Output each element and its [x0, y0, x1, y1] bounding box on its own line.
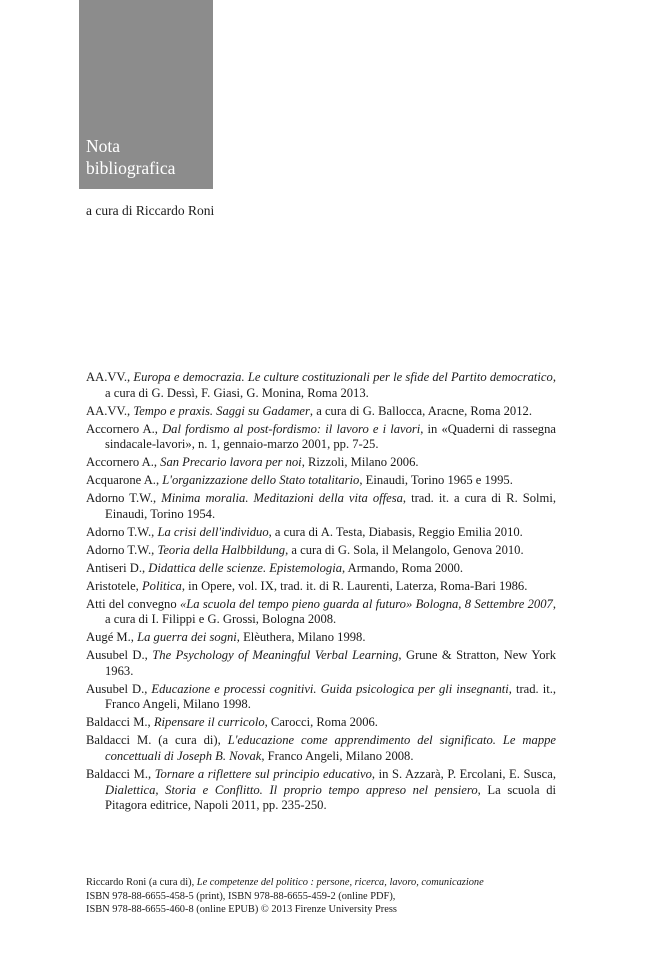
bibliography-entry [86, 404, 556, 420]
entry-author: Aristotele, [86, 578, 142, 593]
entry-details: , in Opere, vol. IX, trad. it. di R. Laurenti, Laterza, Roma-Bari 1986. [181, 578, 528, 593]
bibliography-entry [86, 597, 556, 628]
entry-author: Baldacci M. (a cura di), [86, 733, 228, 748]
entry-title: Europa e democrazia. Le culture costituzionali per le sfide del Partito democratico [133, 370, 553, 384]
entry-details: , Armando, Roma 2000. [342, 560, 464, 575]
entry-title: The Psychology of Meaningful Verbal Learning [152, 648, 399, 663]
entry-details-secondary: , La scuola di Pitagora editrice, Napoli 2011, pp. 235-250. [105, 782, 556, 813]
entry-title: Tornare a riflettere sul principio educativo [154, 766, 372, 781]
entry-author: AA.VV., [86, 370, 134, 384]
entry-author: Adorno T.W., [86, 542, 158, 557]
bibliography-entry [86, 473, 556, 489]
entry-details: , trad. it. a cura di R. Solmi, Einaudi, Torino 1954. [105, 491, 556, 521]
bibliography-entry [86, 767, 556, 814]
entry-title: Dal fordismo al post-fordismo: il lavoro e i lavori [162, 421, 421, 436]
section-title [86, 135, 175, 179]
entry-title-secondary: Dialettica, Storia e Conflitto. Il proprio tempo appreso nel pensiero [105, 782, 478, 797]
bibliography-entry [86, 422, 556, 453]
entry-details: , a cura di G. Ballocca, Aracne, Roma 2012. [309, 403, 532, 418]
entry-author: Ausubel D., [86, 648, 153, 663]
entry-title: San Precario lavora per noi [160, 455, 302, 470]
entry-title: Ripensare il curricolo [153, 715, 265, 730]
bibliography-entry [86, 733, 556, 764]
section-title-box [79, 0, 213, 189]
curator-line: a cura di Riccardo Roni [86, 203, 215, 218]
bibliography-entry [86, 715, 556, 731]
bibliography-entry [86, 630, 556, 646]
entry-author: Antiseri D., [86, 560, 149, 575]
bibliography-entry [86, 579, 556, 595]
footer-citation-line [86, 876, 586, 890]
entry-details: , Rizzoli, Milano 2006. [301, 455, 419, 470]
entry-details: , Franco Angeli, Milano 2008. [261, 748, 414, 763]
entry-details: , a cura di A. Testa, Diabasis, Reggio Emilia 2010. [268, 524, 523, 539]
entry-author: Adorno T.W., [86, 491, 162, 506]
bibliography-entry [86, 543, 556, 559]
copyright-footer [86, 876, 586, 917]
entry-details: , in S. Azzarà, P. Ercolani, E. Susca, [371, 766, 556, 781]
entry-details: , Grune & Stratton, New York 1963. [105, 648, 556, 678]
entry-title: «La scuola del tempo pieno guarda al futuro» Bologna, 8 Settembre 2007 [179, 596, 553, 611]
entry-details: , a cura di I. Filippi e G. Grossi, Bologna 2008. [105, 596, 556, 627]
bibliography-entry [86, 525, 556, 541]
footer-author: Riccardo Roni (a cura di), [86, 877, 197, 888]
entry-details: , a cura di G. Sola, il Melangolo, Genova 2010. [285, 542, 524, 557]
bibliography-list [86, 370, 556, 816]
bibliography-entry [86, 648, 556, 679]
bibliography-entry [86, 370, 556, 401]
entry-title: Didattica delle scienze. Epistemologia [148, 560, 343, 575]
entry-title: La guerra dei sogni [137, 630, 237, 645]
entry-author: AA.VV., [86, 403, 134, 418]
entry-title: Tempo e praxis. Saggi su Gadamer [133, 403, 310, 418]
bibliography-entry [86, 682, 556, 713]
entry-details: , trad. it., Franco Angeli, Milano 1998. [105, 681, 556, 712]
entry-details: , in «Quaderni di rassegna sindacale-lavori», n. 1, gennaio-marzo 2001, pp. 7-25. [105, 421, 556, 452]
section-title-line-2: bibliografica [86, 158, 176, 178]
entry-author: Ausubel D., [86, 681, 152, 696]
entry-title: Minima moralia. Meditazioni della vita offesa [161, 491, 403, 506]
entry-title: Politica [141, 578, 182, 593]
entry-author: Baldacci M., [86, 766, 155, 781]
entry-details: , Einaudi, Torino 1965 e 1995. [359, 473, 513, 488]
entry-author: Accornero A., [86, 421, 163, 436]
entry-details: , a cura di G. Dessì, F. Giasi, G. Monina, Roma 2013. [105, 370, 556, 400]
section-title-line-1: Nota [86, 136, 121, 156]
footer-isbn-line-1: ISBN 978-88-6655-458-5 (print), ISBN 978-88-6655-459-2 (online PDF), [86, 890, 396, 902]
entry-author: Baldacci M., [86, 715, 154, 730]
entry-title: Teoria della Halbbildung [157, 542, 286, 557]
entry-author: Acquarone A., [86, 473, 163, 488]
entry-author: Accornero A., [86, 455, 161, 470]
entry-title: Educazione e processi cognitivi. Guida psicologica per gli insegnanti [151, 681, 509, 696]
bibliography-entry [86, 561, 556, 577]
entry-details: , Elèuthera, Milano 1998. [236, 630, 366, 645]
entry-author: Adorno T.W., [86, 524, 158, 539]
bibliography-entry [86, 455, 556, 471]
entry-author: Atti del convegno [86, 596, 180, 611]
entry-title: La crisi dell'individuo [157, 524, 269, 539]
entry-details: , Carocci, Roma 2006. [264, 715, 378, 730]
entry-title: L'organizzazione dello Stato totalitario [162, 473, 360, 488]
footer-isbn-line-2: ISBN 978-88-6655-460-8 (online EPUB) © 2013 Firenze University Press [86, 904, 397, 916]
entry-author: Augé M., [86, 630, 138, 645]
entry-title: L'educazione come apprendimento del significato. Le mappe concettuali di Joseph B. Novak [105, 733, 556, 763]
footer-book-title: Le competenze del politico : persone, ricerca, lavoro, comunicazione [196, 877, 484, 888]
bibliography-entry [86, 491, 556, 522]
